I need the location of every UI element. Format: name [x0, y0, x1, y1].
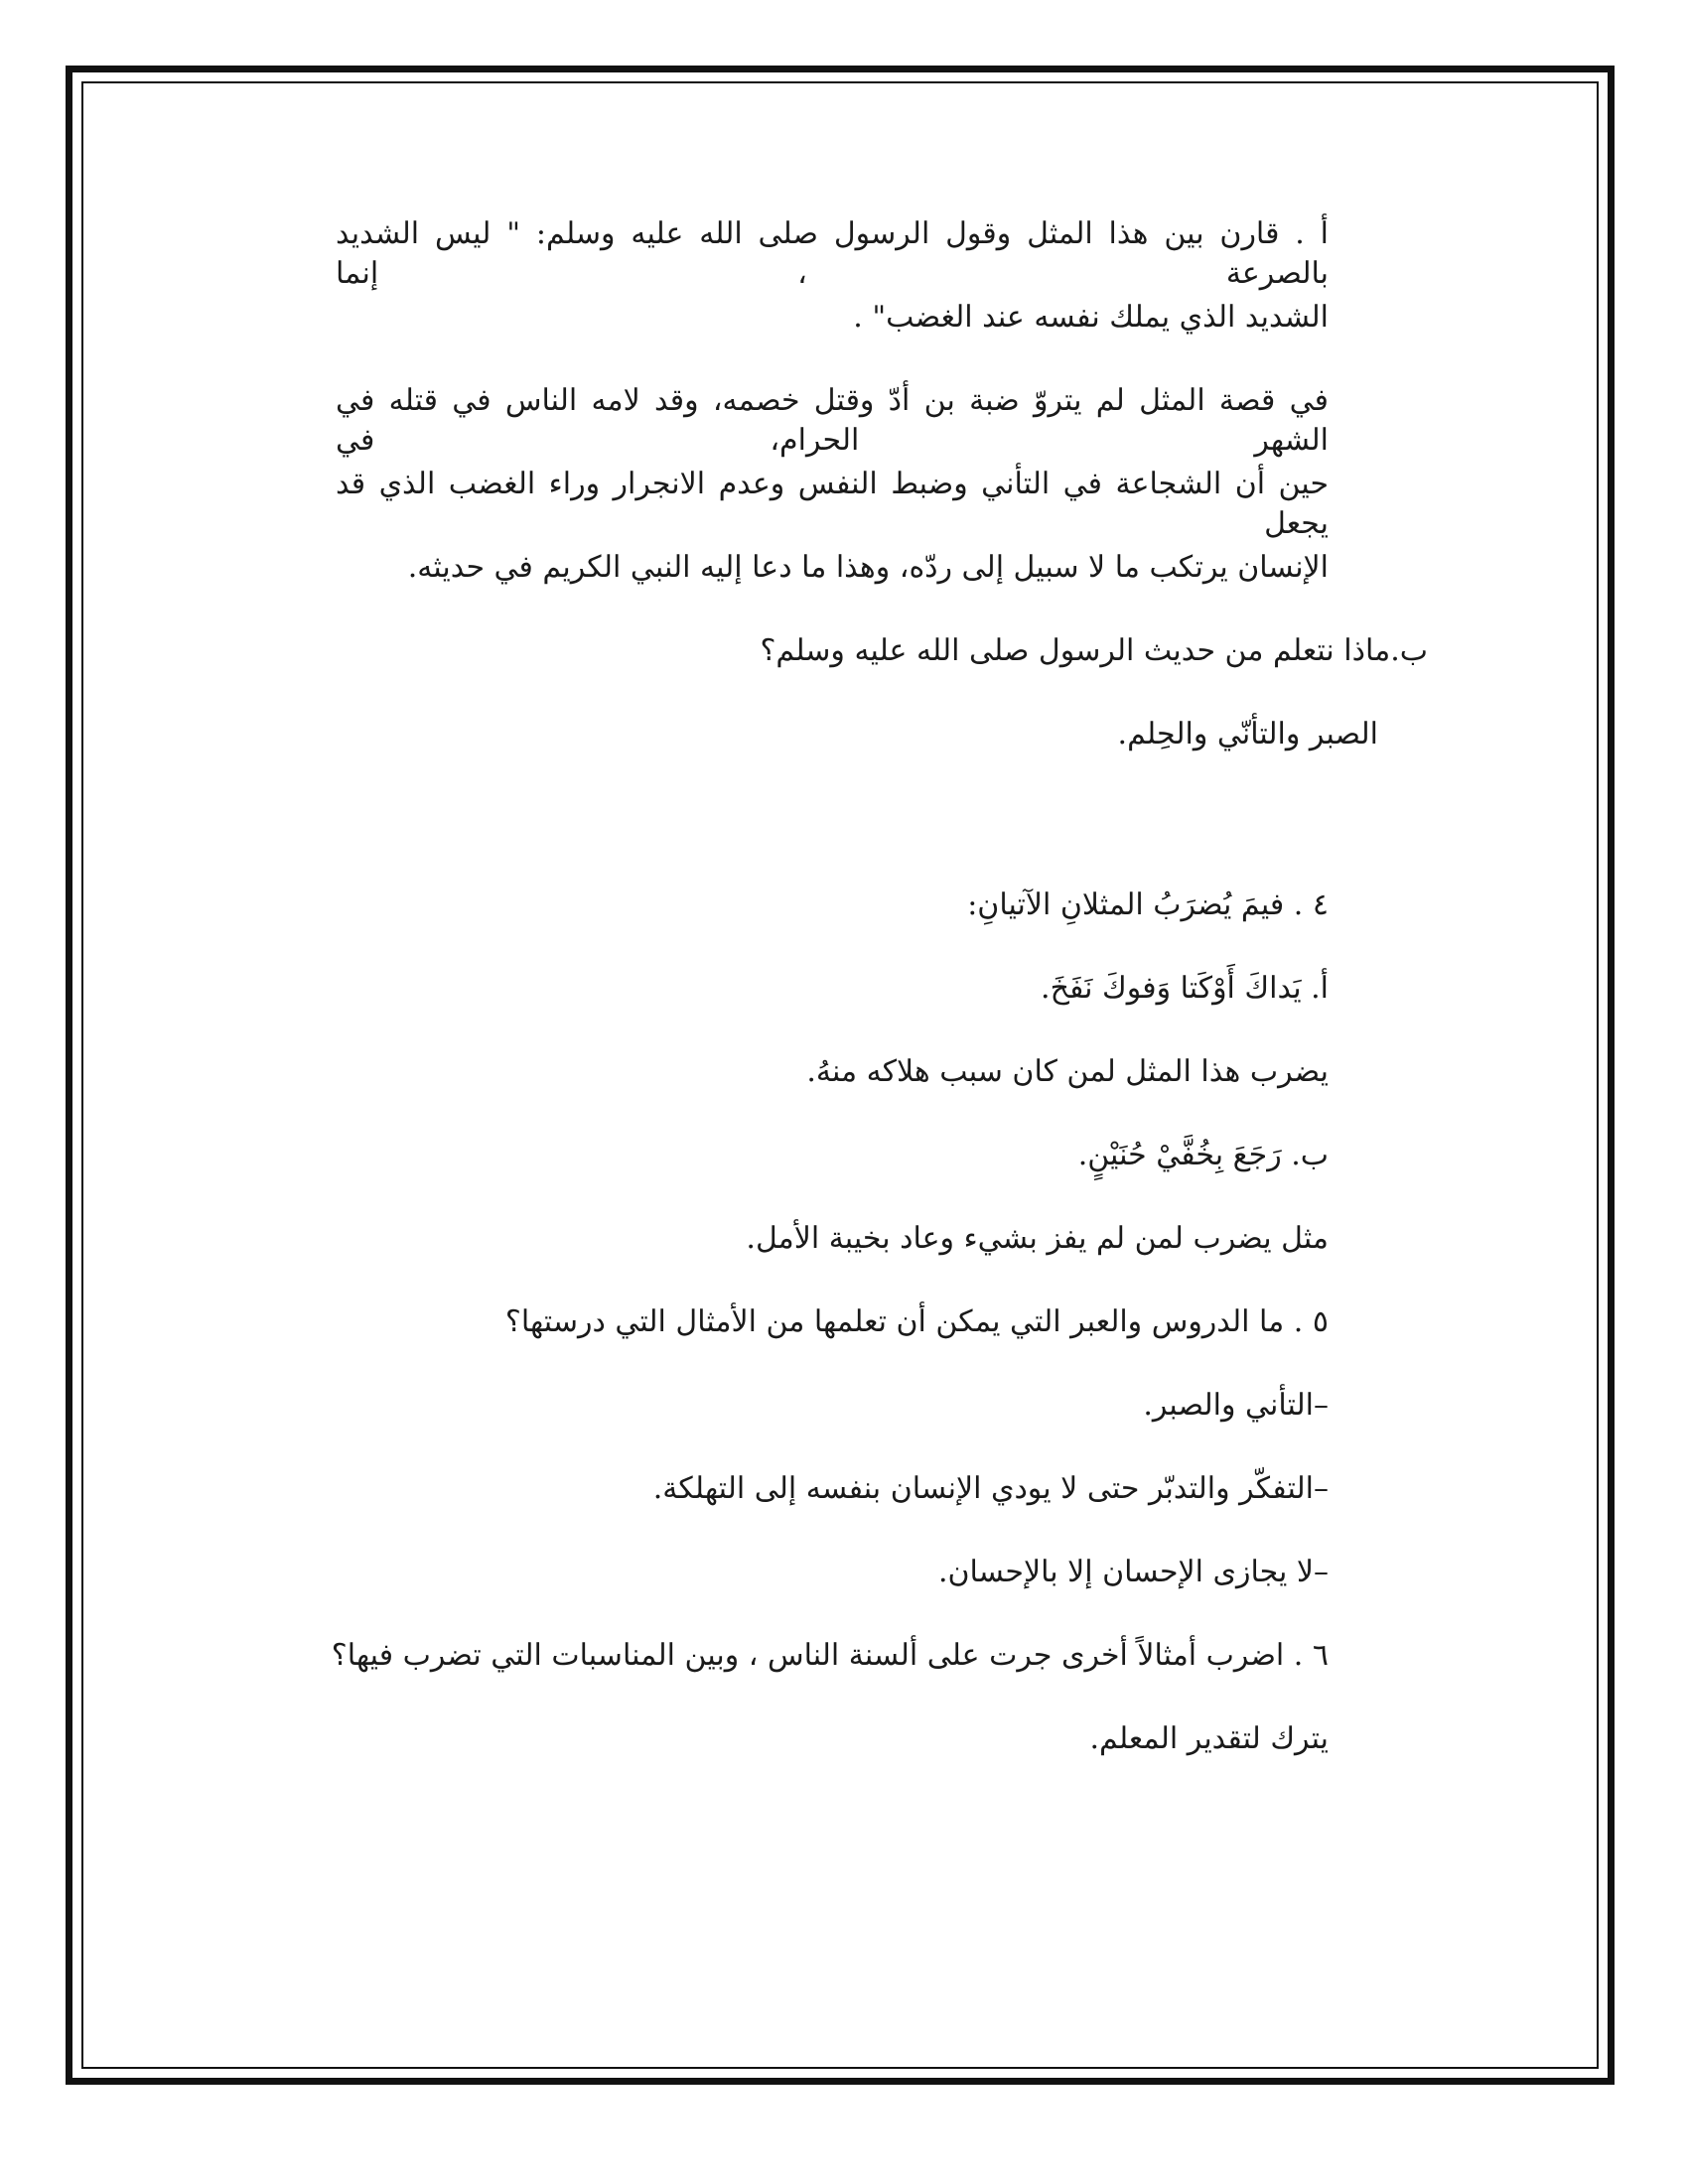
lesson-item-3: –لا يجازى الإحسان إلا بالإحسان.	[937, 1555, 1329, 1589]
lesson-item-2: –التفكّر والتدبّر حتى لا يودي الإنسان بنفسه إلى التهلكة.	[652, 1471, 1329, 1506]
question-3a-line-1: أ . قارن بين هذا المثل وقول الرسول صلى الله عليه وسلم: " ليس الشديد بالصرعة ، إنما	[336, 216, 1329, 291]
question-4: ٤ . فيمَ يُضرَبُ المثلانِ الآتيانِ:	[967, 887, 1329, 922]
question-3b: ب.ماذا نتعلم من حديث الرسول صلى الله عليه وسلم؟	[760, 633, 1428, 668]
lesson-item-1: –التأني والصبر.	[1143, 1388, 1329, 1423]
answer-3a-line-3: الإنسان يرتكب ما لا سبيل إلى ردّه، وهذا ما دعا إليه النبي الكريم في حديثه.	[407, 550, 1329, 585]
answer-3a-line-1: في قصة المثل لم يتروّ ضبة بن أدّ وقتل خصمه، وقد لامه الناس في قتله في الشهر الحرام، في	[336, 383, 1329, 458]
question-5: ٥ . ما الدروس والعبر التي يمكن أن تعلمها من الأمثال التي درستها؟	[504, 1304, 1329, 1339]
answer-4b: مثل يضرب لمن لم يفز بشيء وعاد بخيبة الأمل.	[746, 1221, 1329, 1256]
answer-3a-line-2: حين أن الشجاعة في التأني وضبط النفس وعدم الانجرار وراء الغضب الذي قد يجعل	[336, 467, 1329, 541]
proverb-4b: ب. رَجَعَ بِخُفَّيْ حُنَيْنٍ.	[1077, 1138, 1329, 1172]
answer-3b: الصبر والتأنّي والحِلم.	[1117, 717, 1378, 751]
question-6: ٦ . اضرب أمثالاً أخرى جرت على ألسنة الناس ، وبين المناسبات التي تضرب فيها؟	[331, 1638, 1329, 1673]
question-3a-line-2: الشديد الذي يملك نفسه عند الغضب" .	[853, 300, 1329, 335]
answer-6: يترك لتقدير المعلم.	[1089, 1721, 1329, 1756]
answer-4a: يضرب هذا المثل لمن كان سبب هلاكه منهُ.	[806, 1054, 1329, 1089]
proverb-4a: أ. يَداكَ أَوْكَتا وَفوكَ نَفَخَ.	[1041, 971, 1329, 1006]
